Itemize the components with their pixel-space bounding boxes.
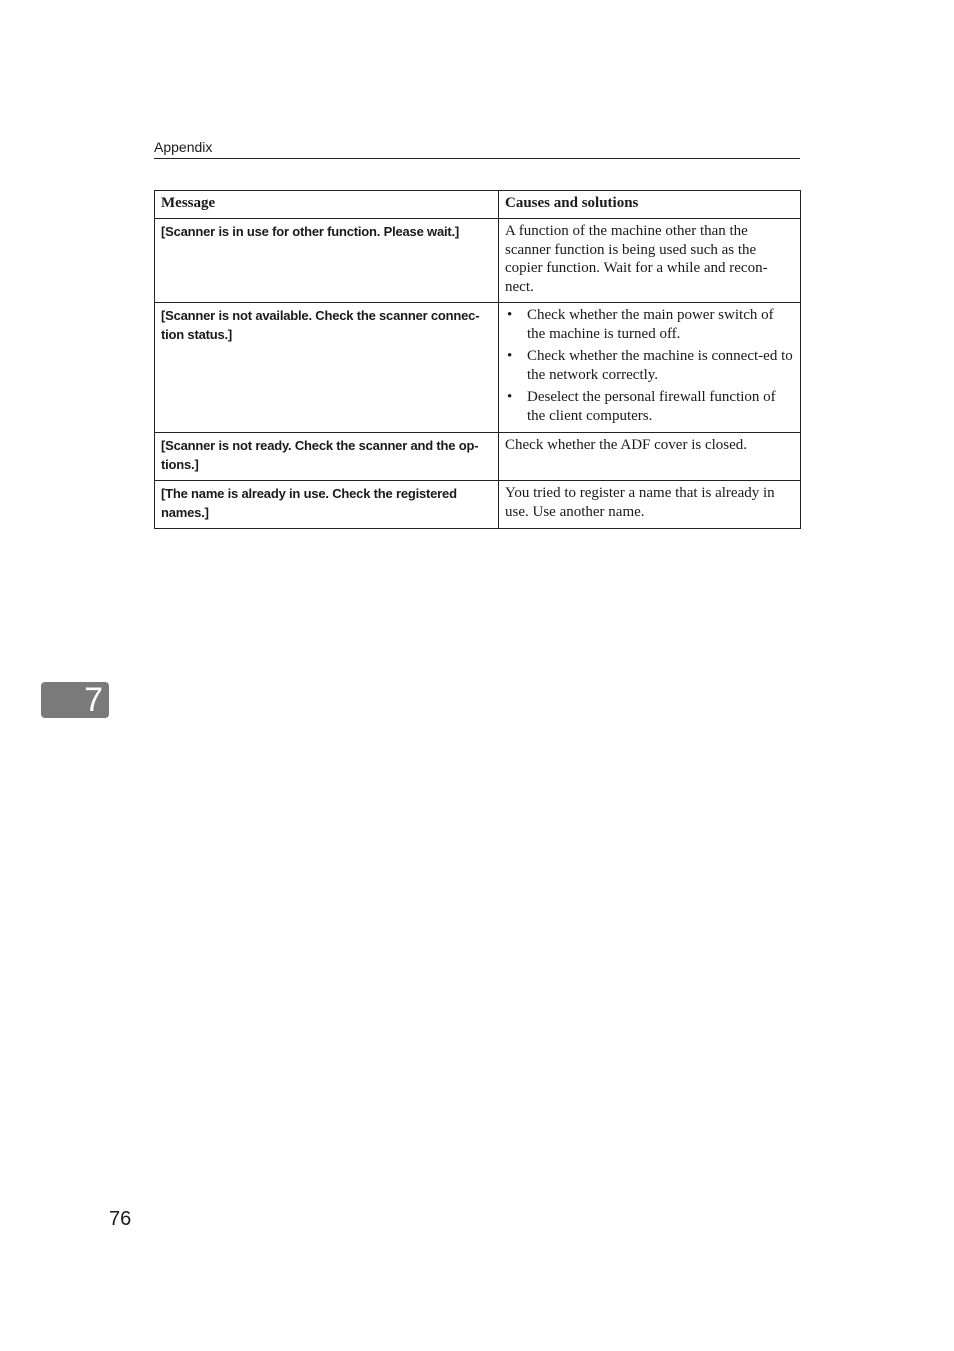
running-header (154, 138, 800, 159)
chapter-number: 7 (84, 681, 103, 719)
section-title: Appendix (154, 139, 213, 155)
message-table (154, 190, 801, 529)
page-number: 76 (109, 1208, 132, 1230)
bullet-icon: • (507, 348, 513, 364)
message-cell: [Scanner is not available. Check the scanner connec-tion status.] (155, 303, 499, 433)
cause-cell (499, 303, 801, 433)
table-row (155, 433, 801, 481)
table-header-row (155, 191, 801, 219)
message-cell: [Scanner is in use for other function. Please wait.] (155, 219, 499, 303)
cause-cell: A function of the machine other than the scanner function is being used such as the copier function. Wait for a while and recon-nect. (499, 219, 801, 303)
message-cell: [The name is already in use. Check the registered names.] (155, 481, 499, 529)
solution-list (505, 306, 794, 425)
list-item (505, 347, 794, 384)
cause-cell: Check whether the ADF cover is closed. (499, 433, 801, 481)
table-row (155, 481, 801, 529)
bullet-icon: • (507, 307, 513, 323)
table-row (155, 303, 801, 433)
solution-text: Check whether the main power switch of the machine is turned off. (527, 307, 774, 342)
table-row (155, 219, 801, 303)
cause-cell: You tried to register a name that is already in use. Use another name. (499, 481, 801, 529)
solution-text: Deselect the personal firewall function of the client computers. (527, 389, 776, 424)
column-header-message: Message (155, 191, 499, 219)
solution-text: Check whether the machine is connect-ed to the network correctly. (527, 348, 793, 383)
message-cell: [Scanner is not ready. Check the scanner and the op-tions.] (155, 433, 499, 481)
list-item (505, 388, 794, 425)
bullet-icon: • (507, 389, 513, 405)
chapter-tab (41, 682, 109, 718)
list-item (505, 306, 794, 343)
column-header-causes: Causes and solutions (499, 191, 801, 219)
